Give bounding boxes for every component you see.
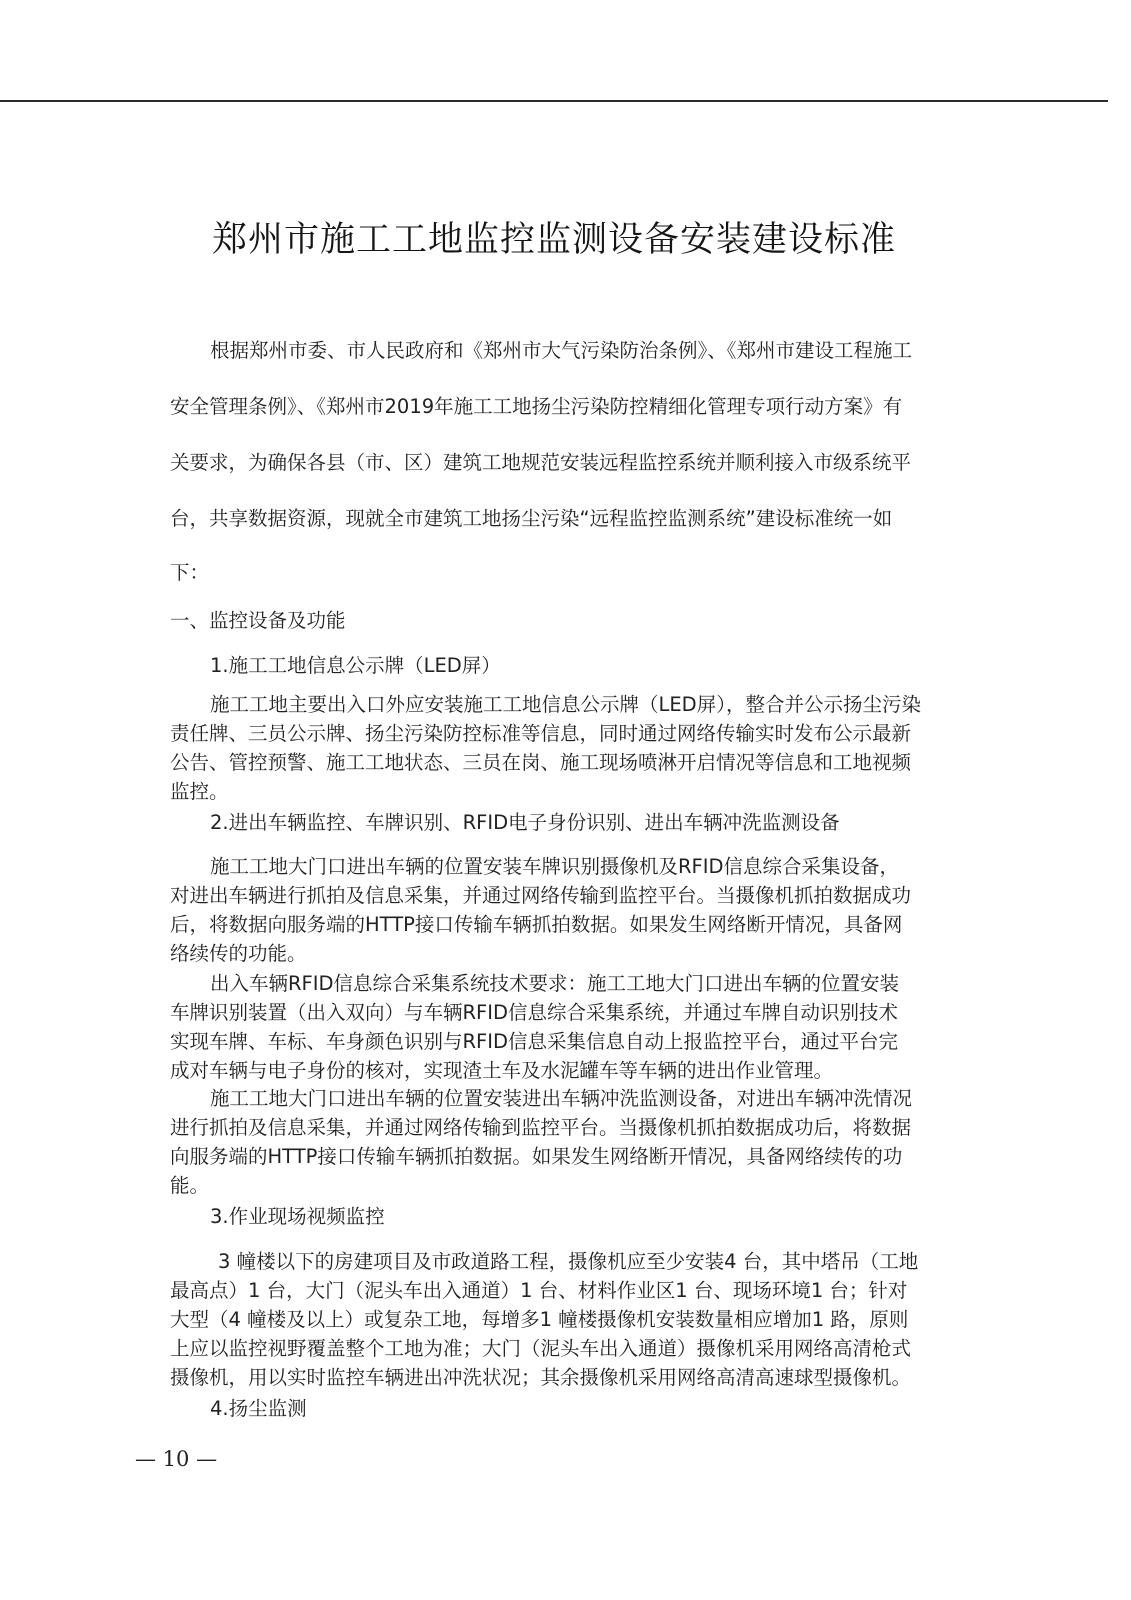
item-heading: 3.作业现场视频监控 xyxy=(210,1205,385,1228)
paragraph-line: 最高点）1 台，大门（泥头车出入通道）1 台、材料作业区1 台、现场环境1 台；针对 xyxy=(170,1279,908,1302)
page-number: — 10 — xyxy=(135,1447,218,1471)
document-title: 郑州市施工工地监控监测设备安装建设标准 xyxy=(211,220,896,260)
paragraph-line: 施工工地大门口进出车辆的位置安装车牌识别摄像机及RFID信息综合采集设备， xyxy=(210,855,900,878)
item-heading: 1.施工工地信息公示牌（LED屏） xyxy=(210,654,501,677)
paragraph-line: 车牌识别装置（出入双向）与车辆RFID信息综合采集系统，并通过车牌自动识别技术 xyxy=(170,1001,899,1024)
paragraph-line: 络续传的功能。 xyxy=(170,942,307,965)
item-heading: 2.进出车辆监控、车牌识别、RFID电子身份识别、进出车辆冲洗监测设备 xyxy=(210,811,840,834)
paragraph-line: 上应以监控视野覆盖整个工地为准；大门（泥头车出入通道）摄像机采用网络高清枪式 xyxy=(170,1337,912,1360)
paragraph-line: 3 幢楼以下的房建项目及市政道路工程，摄像机应至少安装4 台，其中塔吊（工地 xyxy=(218,1250,919,1273)
paragraph-line: 施工工地主要出入口外应安装施工工地信息公示牌（LED屏），整合并公示扬尘污染 xyxy=(210,693,921,716)
paragraph-line: 进行抓拍及信息采集，并通过网络传输到监控平台。当摄像机抓拍数据成功后，将数据 xyxy=(170,1116,912,1139)
intro-line: 安全管理条例》、《郑州市2019年施工工地扬尘污染防控精细化管理专项行动方案》有 xyxy=(170,395,903,418)
paragraph-line: 摄像机，用以实时监控车辆进出冲洗状况；其余摄像机采用网络高清高速球型摄像机。 xyxy=(170,1366,912,1389)
paragraph-line: 能。 xyxy=(170,1174,210,1197)
paragraph-line: 出入车辆RFID信息综合采集系统技术要求：施工工地大门口进出车辆的位置安装 xyxy=(210,972,900,995)
item-heading: 4.扬尘监测 xyxy=(210,1397,307,1420)
intro-line: 下： xyxy=(170,561,210,584)
paragraph-line: 后，将数据向服务端的HTTP接口传输车辆抓拍数据。如果发生网络断开情况，具备网 xyxy=(170,913,903,936)
intro-line: 关要求，为确保各县（市、区）建筑工地规范安装远程监控系统并顺利接入市级系统平 xyxy=(170,451,912,474)
paragraph-line: 对进出车辆进行抓拍及信息采集，并通过网络传输到监控平台。当摄像机抓拍数据成功 xyxy=(170,884,912,907)
paragraph-line: 成对车辆与电子身份的核对，实现渣土车及水泥罐车等车辆的进出作业管理。 xyxy=(170,1059,834,1082)
section-heading: 一、监控设备及功能 xyxy=(170,609,346,632)
paragraph-line: 施工工地大门口进出车辆的位置安装进出车辆冲洗监测设备，对进出车辆冲洗情况 xyxy=(210,1087,913,1110)
paragraph-line: 大型（4 幢楼及以上）或复杂工地，每增多1 幢楼摄像机安装数量相应增加1 路，原则 xyxy=(170,1308,909,1331)
header-rule xyxy=(0,100,1108,102)
paragraph-line: 责任牌、三员公示牌、扬尘污染防控标准等信息，同时通过网络传输实时发布公示最新 xyxy=(170,722,912,745)
paragraph-line: 向服务端的HTTP接口传输车辆抓拍数据。如果发生网络断开情况，具备网络续传的功 xyxy=(170,1145,903,1168)
intro-line: 台，共享数据资源，现就全市建筑工地扬尘污染“远程监控监测系统”建设标准统一如 xyxy=(170,507,893,530)
paragraph-line: 公告、管控预警、施工工地状态、三员在岗、施工现场喷淋开启情况等信息和工地视频 xyxy=(170,751,912,774)
intro-line: 根据郑州市委、市人民政府和《郑州市大气污染防治条例》、《郑州市建设工程施工 xyxy=(210,339,913,362)
paragraph-line: 监控。 xyxy=(170,780,229,803)
paragraph-line: 实现车牌、车标、车身颜色识别与RFID信息采集信息自动上报监控平台，通过平台完 xyxy=(170,1030,899,1053)
